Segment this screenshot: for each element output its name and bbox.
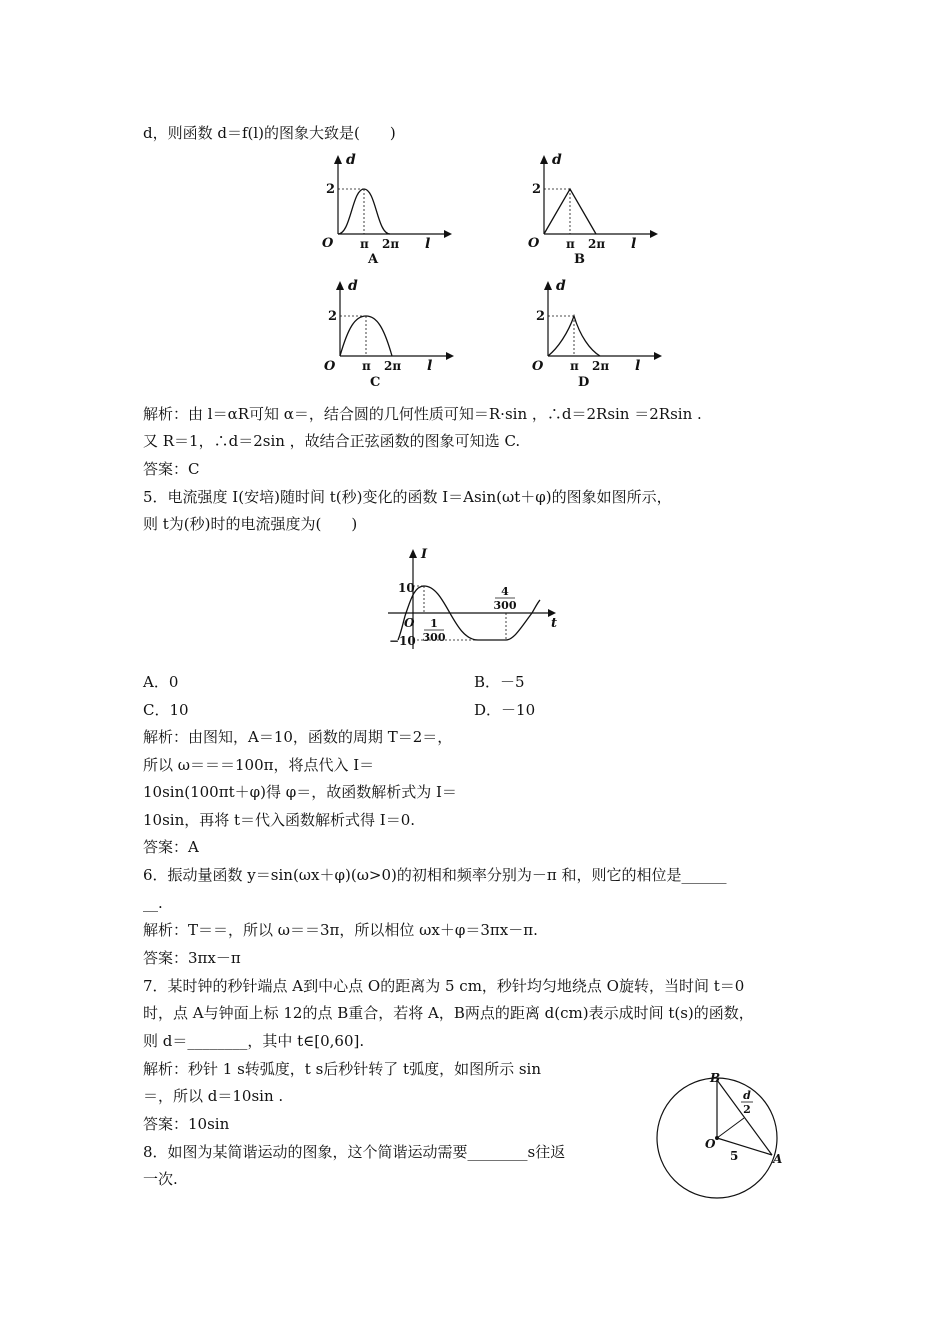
origin-label: O <box>322 236 334 251</box>
tick-label-2pi: 2π <box>384 359 402 373</box>
y-axis-arrow <box>540 155 548 164</box>
option-label-a: A <box>368 252 379 267</box>
q7-solution-line-1: 解析：秒针 1 s转弧度，t s后秒针转了 t弧度，如图所示 sin <box>143 1060 541 1078</box>
q5-choice-d: D．－10 <box>474 701 536 719</box>
label-half-d-numerator: d <box>743 1089 751 1102</box>
q6-solution: 解析：T＝＝，所以 ω＝＝3π，所以相位 ωx＋φ＝3πx－π. <box>143 921 538 939</box>
q4-stem: d，则函数 d＝f(l)的图象大致是( ) <box>143 124 396 142</box>
tick-label-10: 10 <box>398 581 415 595</box>
y-axis-arrow <box>544 281 552 290</box>
axis-label-l: l <box>635 358 641 374</box>
q5-stem-line-2: 则 t为(秒)时的电流强度为( ) <box>143 515 358 533</box>
axis-label-d: d <box>346 152 356 168</box>
q7-stem-line-2: 时，点 A与钟面上标 12的点 B重合，若将 A，B两点的距离 d(cm)表示成时间 t(s)的函数， <box>143 1004 754 1022</box>
graph-option-b <box>524 152 659 270</box>
t2-denominator: 300 <box>493 599 517 612</box>
label-radius-5: 5 <box>730 1149 739 1163</box>
axis-label-i: I <box>421 547 428 562</box>
graph-option-c <box>320 278 455 396</box>
q8-stem-line-2: 一次. <box>143 1170 178 1188</box>
x-axis-arrow <box>654 352 662 360</box>
axis-label-d: d <box>348 278 358 294</box>
option-label-d: D <box>578 375 590 390</box>
graph-option-d <box>528 278 663 396</box>
x-axis-arrow <box>446 352 454 360</box>
q5-answer: 答案：A <box>143 838 199 856</box>
tick-label-pi: π <box>362 359 371 373</box>
origin-label: O <box>528 236 540 251</box>
q4-solution-line-2: 又 R＝1，∴d＝2sin ，故结合正弦函数的图象可知选 C. <box>143 432 521 450</box>
tick-label-2: 2 <box>326 182 336 197</box>
segment-oa <box>717 1138 772 1155</box>
tick-label-neg10: −10 <box>389 634 416 648</box>
y-axis-arrow <box>336 281 344 290</box>
q7-stem-line-1: 7．某时钟的秒针端点 A到中心点 O的距离为 5 cm，秒针均匀地绕点 O旋转，当时间 t＝0 <box>143 977 745 995</box>
q5-sine-graph <box>384 544 564 656</box>
graph-option-a <box>318 152 453 270</box>
origin-label: O <box>404 616 415 630</box>
axis-label-l: l <box>427 358 433 374</box>
label-point-a: A <box>773 1152 783 1166</box>
axis-label-d: d <box>556 278 566 294</box>
curve <box>544 189 596 234</box>
x-axis-arrow <box>444 230 452 238</box>
q5-choice-a: A．0 <box>143 673 179 691</box>
tick-label-2pi: 2π <box>382 237 400 251</box>
option-label-b: B <box>574 252 585 267</box>
tick-label-2pi: 2π <box>588 237 606 251</box>
t2-numerator: 4 <box>501 585 509 598</box>
t1-numerator: 1 <box>430 617 438 630</box>
q5-choice-c: C．10 <box>143 701 189 719</box>
curve <box>338 189 390 234</box>
q5-stem-line-1: 5．电流强度 I(安培)随时间 t(秒)变化的函数 I＝Asin(ωt＋φ)的图象如图所示， <box>143 488 672 506</box>
q4-answer: 答案：C <box>143 460 200 478</box>
q5-solution-line-2: 所以 ω＝＝＝100π，将点代入 I＝ <box>143 756 375 774</box>
axis-label-t: t <box>551 616 558 631</box>
tick-label-2: 2 <box>536 309 546 324</box>
q7-stem-line-3: 则 d＝________，其中 t∈[0,60]. <box>143 1032 365 1050</box>
label-point-b: B <box>710 1071 721 1085</box>
q6-answer: 答案：3πx－π <box>143 949 241 967</box>
i-axis-arrow <box>409 549 417 558</box>
tick-label-2: 2 <box>532 182 542 197</box>
label-half-d-denominator: 2 <box>743 1103 751 1116</box>
q7-solution-line-2: ＝，所以 d＝10sin . <box>143 1087 284 1105</box>
tick-label-2pi: 2π <box>592 359 610 373</box>
axis-label-d: d <box>552 152 562 168</box>
axis-label-l: l <box>425 236 431 252</box>
q5-choice-b: B．－5 <box>474 673 525 691</box>
q5-solution-line-1: 解析：由图知，A＝10，函数的周期 T＝2＝， <box>143 728 453 746</box>
q5-solution-line-3: 10sin(100πt＋φ)得 φ＝，故函数解析式为 I＝ <box>143 783 457 801</box>
tick-label-pi: π <box>360 237 369 251</box>
center-point <box>715 1136 719 1140</box>
x-axis-arrow <box>650 230 658 238</box>
q6-stem-line-2: __. <box>143 894 163 912</box>
tick-label-pi: π <box>566 237 575 251</box>
q7-answer: 答案：10sin <box>143 1115 230 1133</box>
label-point-o: O <box>705 1137 716 1151</box>
q4-solution-line-1: 解析：由 l＝αR可知 α＝，结合圆的几何性质可知＝R·sin ，∴d＝2Rsin ＝2Rsin . <box>143 405 702 423</box>
t1-denominator: 300 <box>422 631 446 644</box>
origin-label: O <box>324 359 336 374</box>
q6-stem-line-1: 6．振动量函数 y＝sin(ωx＋φ)(ω>0)的初相和频率分别为－π 和，则它的相位是______ <box>143 866 727 884</box>
tick-label-2: 2 <box>328 309 338 324</box>
q5-solution-line-4: 10sin，再将 t＝代入函数解析式得 I＝0. <box>143 811 416 829</box>
y-axis-arrow <box>334 155 342 164</box>
q8-stem-line-1: 8．如图为某简谐运动的图象，这个简谐运动需要________s往返 <box>143 1143 566 1161</box>
origin-label: O <box>532 359 544 374</box>
tick-label-pi: π <box>570 359 579 373</box>
option-label-c: C <box>370 375 381 390</box>
axis-label-l: l <box>631 236 637 252</box>
bisector-segment <box>717 1118 744 1138</box>
clock-circle-figure <box>660 1062 800 1202</box>
